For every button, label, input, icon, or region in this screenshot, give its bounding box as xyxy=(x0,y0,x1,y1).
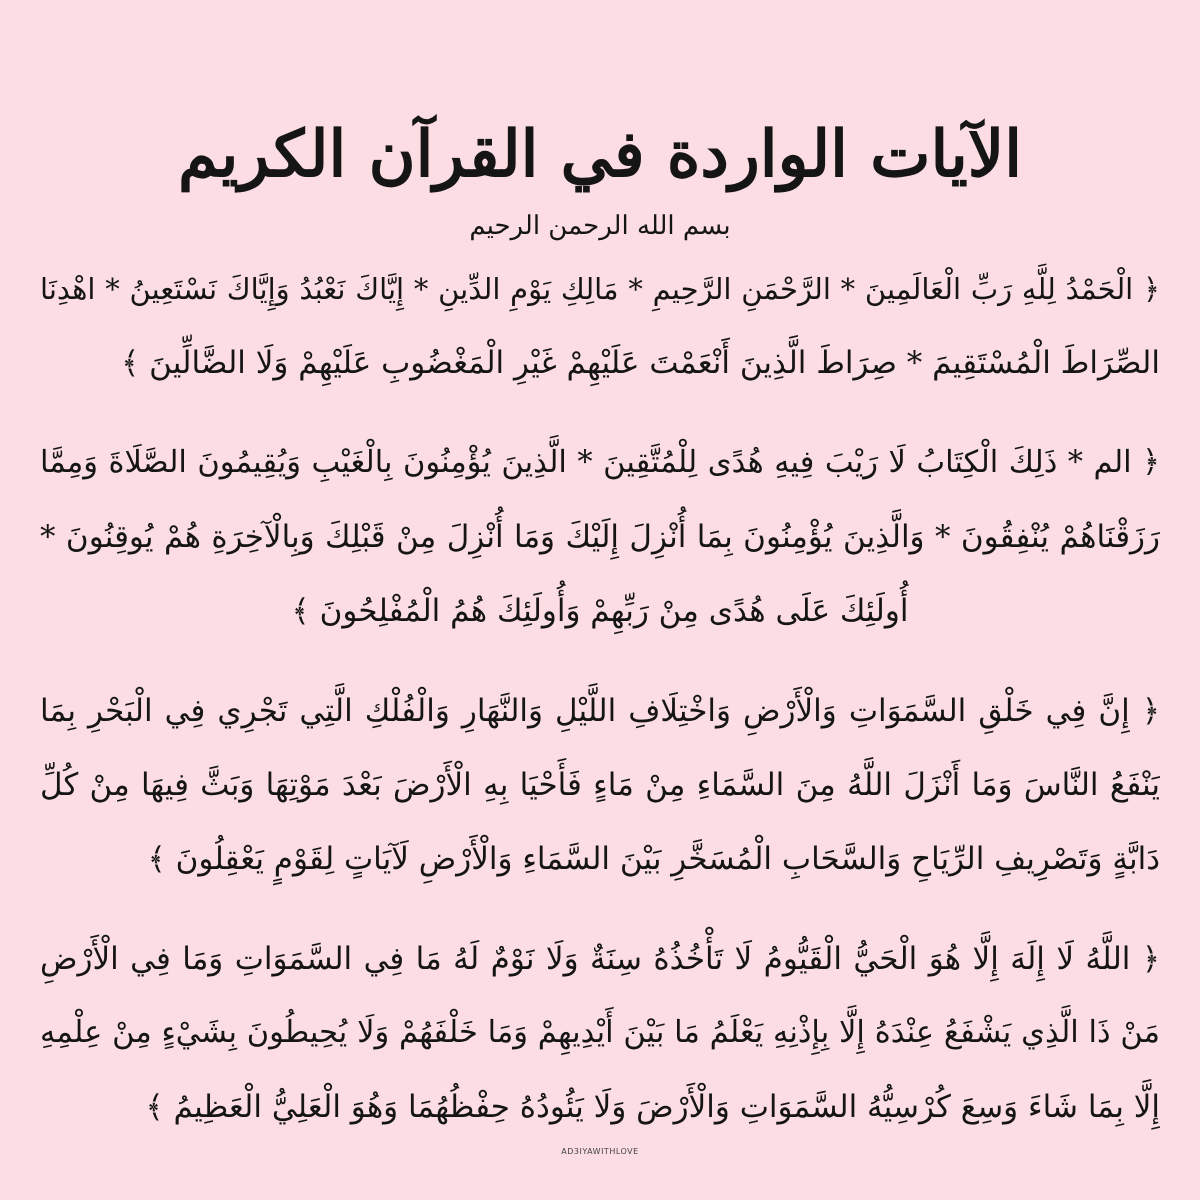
passage-al-baqarah-opening xyxy=(40,426,1160,648)
passage-ayat-al-kursi xyxy=(40,922,1160,1144)
page-title: الآيات الواردة في القرآن الكريم xyxy=(177,117,1023,192)
watermark-credit: AD3IYAWITHLOVE xyxy=(561,1147,639,1156)
passage-al-baqarah-164 xyxy=(40,674,1160,896)
verse-line: دَابَّةٍ وَتَصْرِيفِ الرِّيَاحِ وَالسَّحَابِ الْمُسَخَّرِ بَيْنَ السَّمَاءِ وَالْأَرْضِ لَآيَاتٍ لِقَوْمٍ يَعْقِلُونَ ﴾ xyxy=(147,841,1160,877)
verse-line: ﴿ إِنَّ فِي خَلْقِ السَّمَوَاتِ وَالْأَرْضِ وَاخْتِلَافِ اللَّيْلِ وَالنَّهَارِ وَالْفُلْكِ الَّتِي تَجْرِي فِي الْبَحْرِ بِمَا xyxy=(40,693,1160,729)
bismillah: بسم الله الرحمن الرحيم xyxy=(469,211,731,241)
verse-line: الصِّرَاطَ الْمُسْتَقِيمَ * صِرَاطَ الَّذِينَ أَنْعَمْتَ عَلَيْهِمْ غَيْرِ الْمَغْضُوبِ عَلَيْهِمْ وَلَا الضَّالِّينَ ﴾ xyxy=(121,345,1160,381)
verse-line: مَنْ ذَا الَّذِي يَشْفَعُ عِنْدَهُ إِلَّا بِإِذْنِهِ يَعْلَمُ مَا بَيْنَ أَيْدِيهِمْ وَمَا خَلْفَهُمْ وَلَا يُحِيطُونَ بِشَيْءٍ مِنْ عِلْمِهِ xyxy=(40,1015,1160,1050)
verse-line: يَنْفَعُ النَّاسَ وَمَا أَنْزَلَ اللَّهُ مِنَ السَّمَاءِ مِنْ مَاءٍ فَأَحْيَا بِهِ الْأَرْضَ بَعْدَ مَوْتِهَا وَبَثَّ فِيهَا مِنْ كُلِّ xyxy=(40,767,1160,803)
verse-line: إِلَّا بِمَا شَاءَ وَسِعَ كُرْسِيُّهُ السَّمَوَاتِ وَالْأَرْضَ وَلَا يَئُودُهُ حِفْظُهُمَا وَهُوَ الْعَلِيُّ الْعَظِيمُ ﴾ xyxy=(145,1089,1160,1125)
verse-line: ﴿ اللَّهُ لَا إِلَهَ إِلَّا هُوَ الْحَيُّ الْقَيُّومُ لَا تَأْخُذُهُ سِنَةٌ وَلَا نَوْمٌ لَهُ مَا فِي السَّمَوَاتِ وَمَا فِي الْأَرْضِ xyxy=(40,941,1160,977)
verse-line: رَزَقْنَاهُمْ يُنْفِقُونَ * وَالَّذِينَ يُؤْمِنُونَ بِمَا أُنْزِلَ إِلَيْكَ وَمَا أُنْزِلَ مِنْ قَبْلِكَ وَبِالْآخِرَةِ هُمْ يُوقِنُونَ * xyxy=(40,519,1160,555)
verse-line: ﴿ الْحَمْدُ لِلَّهِ رَبِّ الْعَالَمِينَ * الرَّحْمَنِ الرَّحِيمِ * مَالِكِ يَوْمِ الدِّينِ * إِيَّاكَ نَعْبُدُ وَإِيَّاكَ نَسْتَعِينُ * اهْدِنَا xyxy=(40,272,1160,306)
verse-line: ﴿ الم * ذَلِكَ الْكِتَابُ لَا رَيْبَ فِيهِ هُدًى لِلْمُتَّقِينَ * الَّذِينَ يُؤْمِنُونَ بِالْغَيْبِ وَيُقِيمُونَ الصَّلَاةَ وَمِمَّا xyxy=(40,445,1160,480)
passage-al-fatiha xyxy=(40,252,1160,400)
verse-line: أُولَئِكَ عَلَى هُدًى مِنْ رَبِّهِمْ وَأُولَئِكَ هُمُ الْمُفْلِحُونَ ﴾ xyxy=(291,593,909,629)
